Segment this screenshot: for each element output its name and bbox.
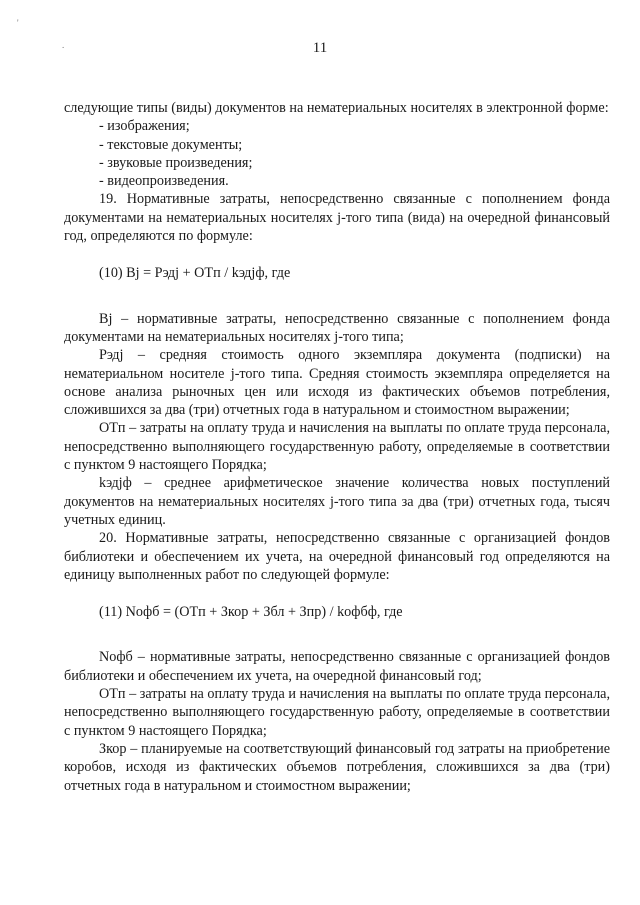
definition-otp: OTп – затраты на оплату труда и начисления на выплаты по оплате труда персонала, непосредственно выполняющего государственную работу, определяемые в соответствии с пунктом 9 настоящего Порядка;: [64, 420, 610, 474]
scan-mark: ': [17, 18, 19, 28]
list-item: - звуковые произведения;: [99, 154, 253, 171]
definition-kedjf: kэдjф – среднее арифметическое значение количества новых поступлений документов на нематериальных носителях j-того типа за два (три) отчетных года, тысяч учетных единиц.: [64, 475, 610, 528]
list-item: - видеопроизведения.: [99, 173, 229, 190]
formula-11: (11) Nофб = (OTп + Зкор + Збл + Зпр) / kофбф, где: [99, 604, 403, 621]
definition-nofb: Nофб – нормативные затраты, непосредственно связанные с организацией фондов библиотеки и обеспечением их учета, на очередной финансовый год;: [64, 649, 610, 684]
page-number: 11: [312, 40, 328, 56]
definition-otp-2: OTп – затраты на оплату труда и начисления на выплаты по оплате труда персонала, непосредственно выполняющего государственную работу, определяемые в соответствии с пунктом 9 настоящего Порядка;: [64, 686, 610, 739]
definition-pedj: Pэдj – средняя стоимость одного экземпляра документа (подписки) на нематериальном носителе j-того типа. Средняя стоимость экземпляра определяется на основе анализа рыночных цен или исходя из фактических объемов потребления, сложившихся за два (три) отчетных года в натуральном и стоимостном выражении;: [64, 347, 610, 419]
document-body: [64, 99, 610, 795]
definition-bj: Bj – нормативные затраты, непосредственно связанные с пополнением фонда документами на нематериальных носителях j-того типа;: [64, 310, 610, 345]
list-item: - текстовые документы;: [99, 136, 243, 153]
formula-10: (10) Bj = Pэдj + OTп / kэдjф, где: [99, 265, 291, 282]
list-item: - изображения;: [99, 118, 190, 135]
scan-mark: .: [62, 40, 65, 50]
paragraph: следующие типы (виды) документов на нематериальных носителях в электронной форме:: [64, 100, 609, 116]
definition-zkor: Зкор – планируемые на соответствующий финансовый год затраты на приобретение коробов, исходя из фактических объемов потребления, сложившихся за два (три) отчетных года в натуральном и стоимостном выражении;: [64, 740, 610, 794]
paragraph-item-19: 19. Нормативные затраты, непосредственно связанные с пополнением фонда документами на нематериальных носителях j-того типа (вида) на очередной финансовый год, определяются по формуле:: [64, 191, 610, 245]
paragraph-item-20: 20. Нормативные затраты, непосредственно связанные с организацией фондов библиотеки и обеспечением их учета, на очередной финансовый год определяются на единицу выполненных работ по следующей формуле:: [64, 530, 610, 583]
